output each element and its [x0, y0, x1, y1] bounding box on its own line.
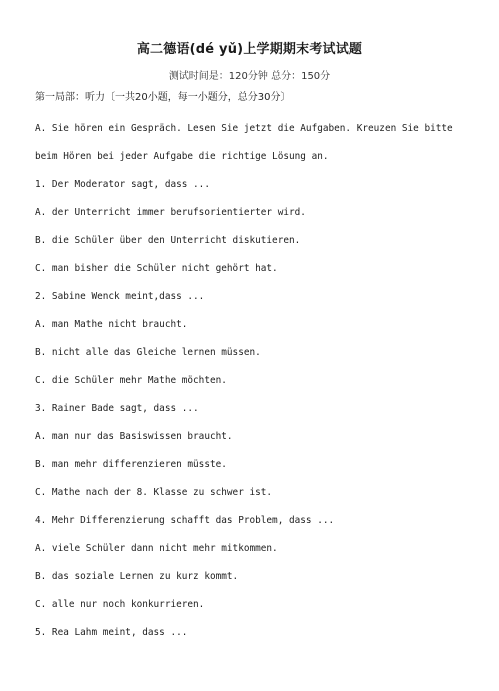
- answer-option: A. der Unterricht immer berufsorientierter wird.: [35, 207, 306, 218]
- exam-info: 测试时间是：120分钟 总分：150分: [168, 71, 331, 82]
- answer-option: B. das soziale Lernen zu kurz kommt.: [35, 571, 239, 582]
- instruction-line: A. Sie hören ein Gespräch. Lesen Sie jetzt die Aufgaben. Kreuzen Sie bitte: [35, 123, 453, 134]
- answer-option: A. man nur das Basiswissen braucht.: [35, 431, 233, 442]
- answer-option: C. Mathe nach der 8. Klasse zu schwer ist.: [35, 487, 273, 498]
- answer-option: B. die Schüler über den Unterricht diskutieren.: [35, 235, 301, 246]
- answer-option: A. man Mathe nicht braucht.: [35, 319, 188, 330]
- answer-option: C. alle nur noch konkurrieren.: [35, 599, 205, 610]
- answer-option: C. man bisher die Schüler nicht gehört hat.: [35, 263, 278, 274]
- instruction-line: beim Hören bei jeder Aufgabe die richtige Lösung an.: [35, 151, 329, 162]
- answer-option: B. nicht alle das Gleiche lernen müssen.: [35, 347, 261, 358]
- document-title: 高二德语(dé yǔ)上学期期末考试试题: [136, 42, 363, 57]
- question-stem: 5. Rea Lahm meint, dass ...: [35, 627, 188, 638]
- question-stem: 1. Der Moderator sagt, dass ...: [35, 179, 210, 190]
- question-stem: 2. Sabine Wenck meint,dass ...: [35, 291, 205, 302]
- answer-option: A. viele Schüler dann nicht mehr mitkommen.: [35, 543, 278, 554]
- answer-option: B. man mehr differenzieren müsste.: [35, 459, 227, 470]
- section-heading: 第一局部：听力〔一共20小题，每一小题分，总分30分〕: [35, 92, 291, 103]
- question-stem: 4. Mehr Differenzierung schafft das Problem, dass ...: [35, 515, 335, 526]
- answer-option: C. die Schüler mehr Mathe möchten.: [35, 375, 227, 386]
- question-stem: 3. Rainer Bade sagt, dass ...: [35, 403, 199, 414]
